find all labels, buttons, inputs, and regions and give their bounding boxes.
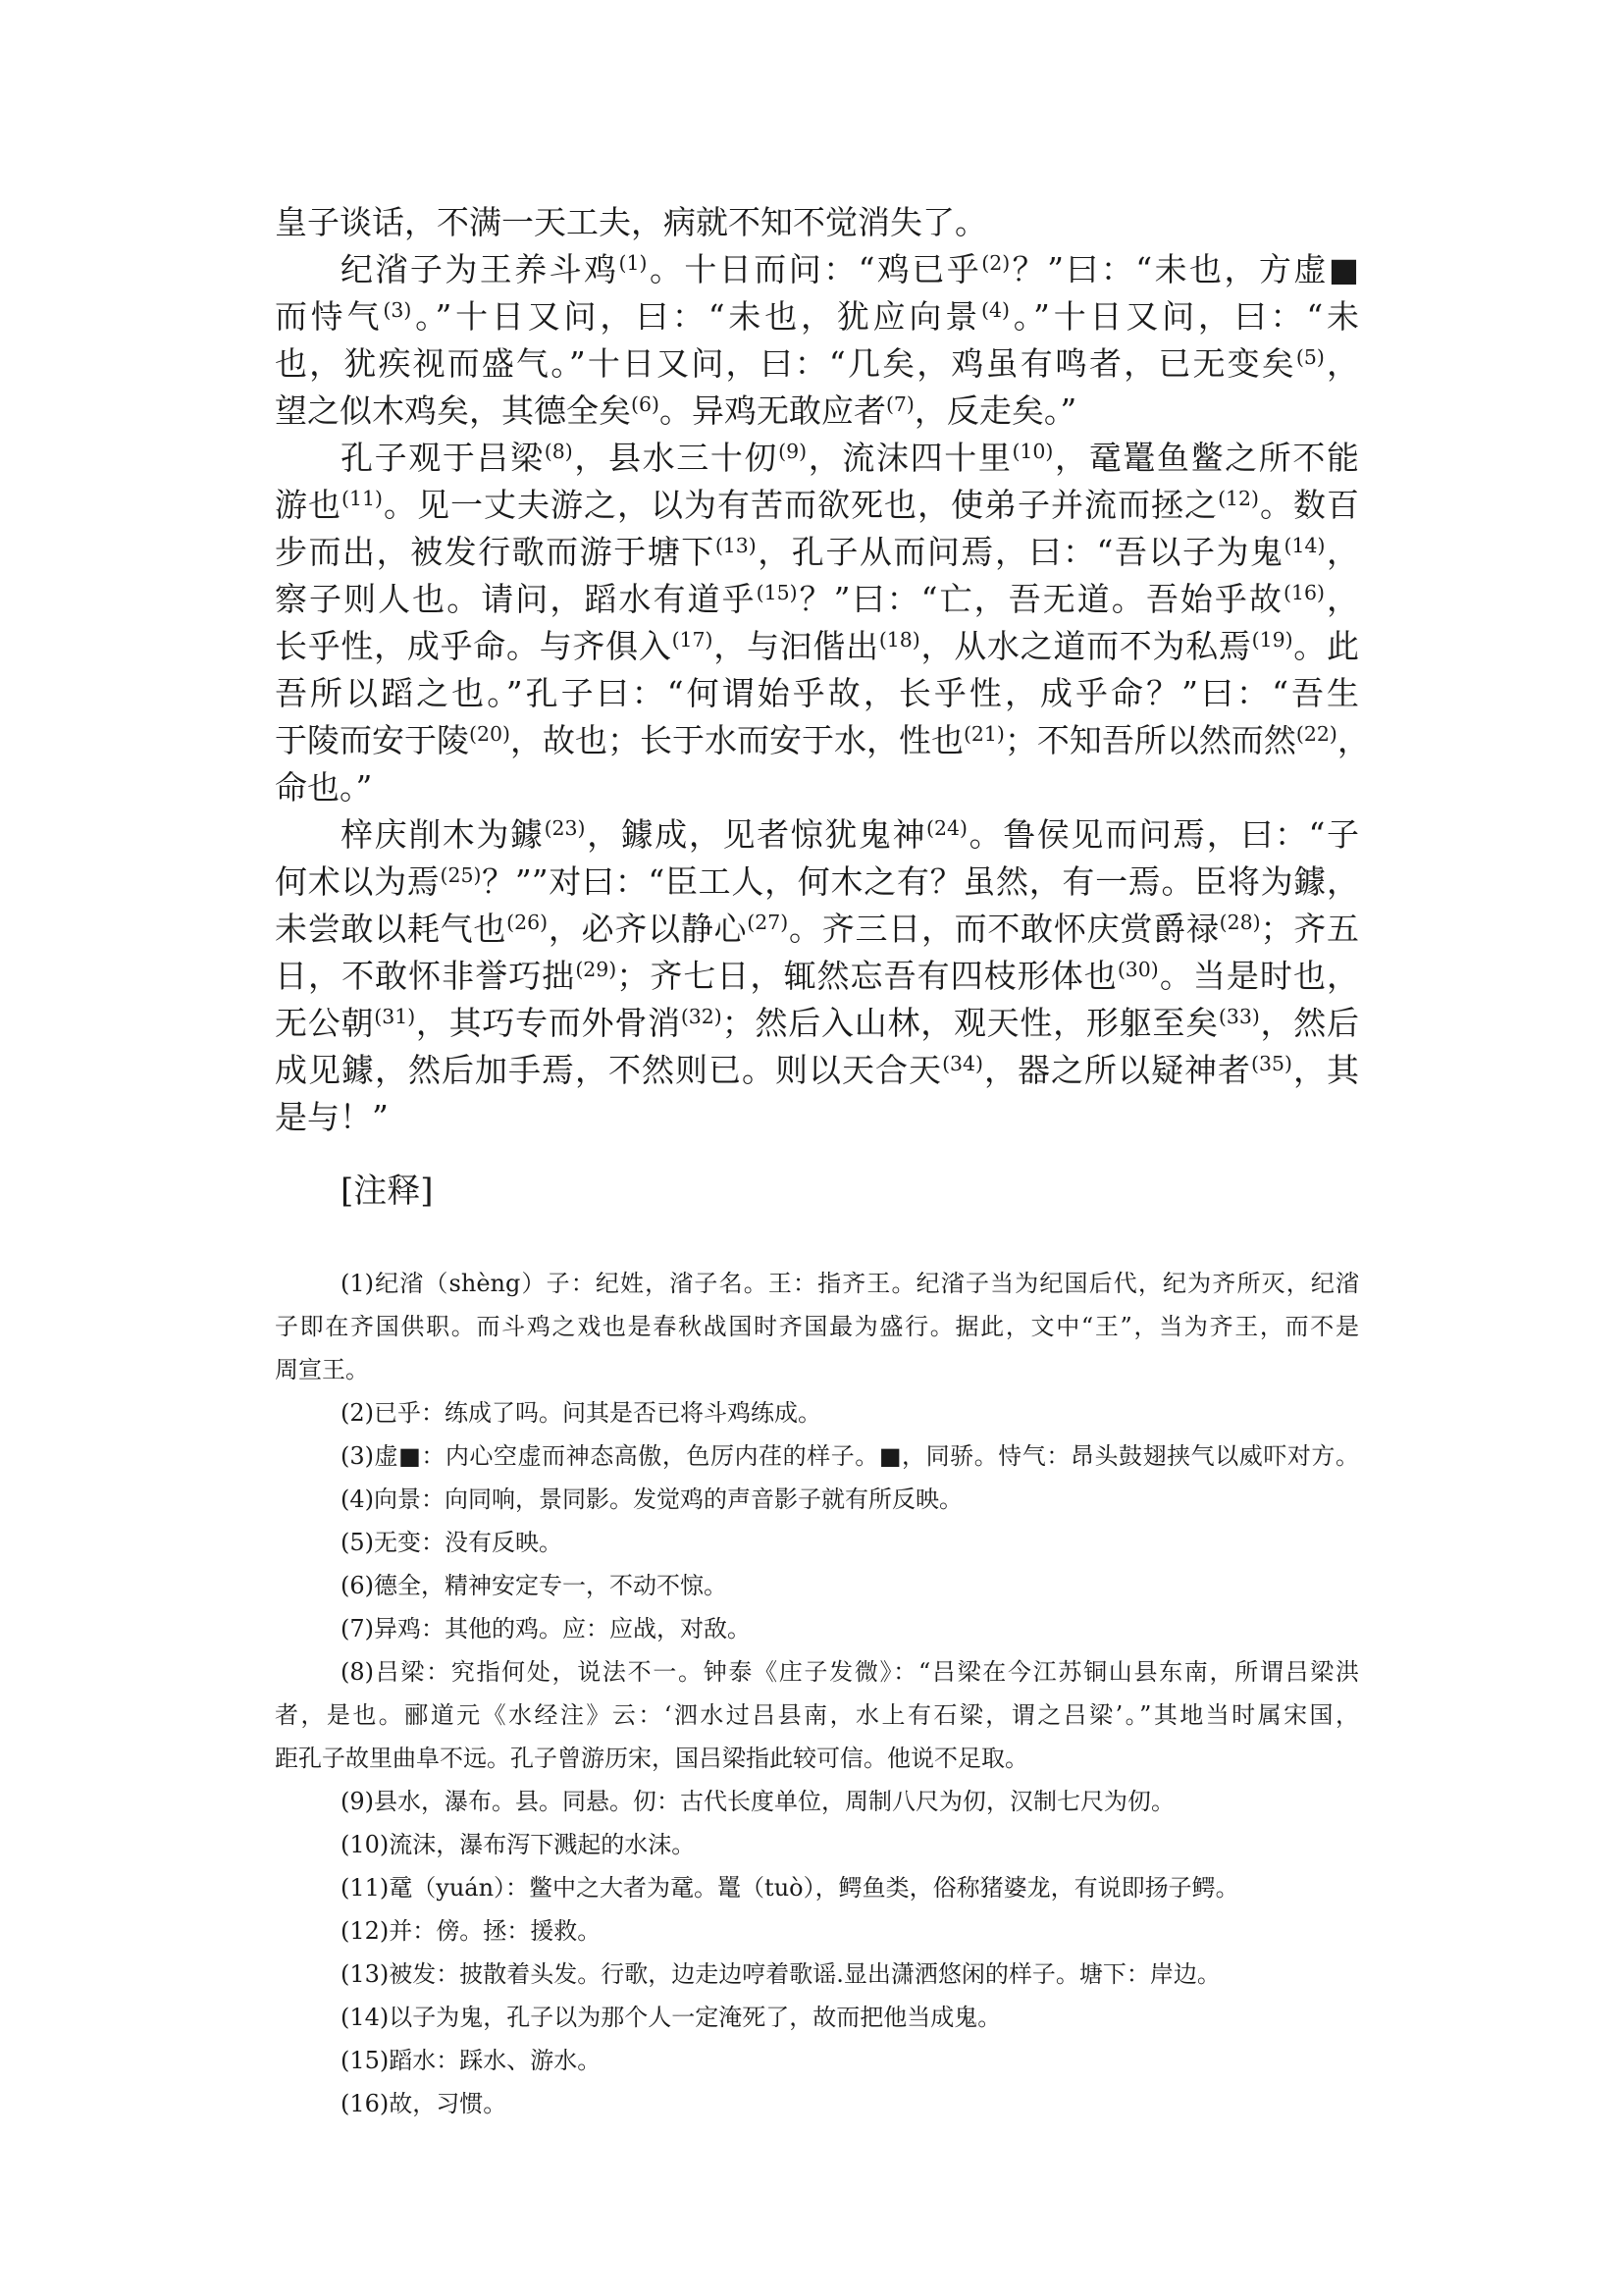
footnote-marker: (4) <box>981 297 1010 322</box>
footnote-marker: (31) <box>374 1004 416 1028</box>
footnote-marker: (6) <box>631 391 659 416</box>
footnote-marker: (30) <box>1117 957 1159 981</box>
text-line: 游也$^{(11)}$。见一丈夫游之，以为有苦而欲死也，使弟子并流而拯之$^{(12)}$。数百 <box>275 486 1360 524</box>
note-line: (5)无变：没有反映。 <box>341 1529 562 1556</box>
text-line: 孔子观于吕梁$^{(8)}$，县水三十仞$^{(9)}$，流沫四十里$^{(10)}$，鼋鼍鱼鳖之所不能 <box>341 439 1360 477</box>
footnote-marker: (5) <box>1295 344 1325 369</box>
footnote-marker: (20) <box>469 721 510 746</box>
note-line: (7)异鸡：其他的鸡。应：应战，对敌。 <box>341 1615 751 1642</box>
footnote-marker: (9) <box>778 439 808 463</box>
note-line: (12)并：傍。拯：援救。 <box>341 1917 602 1945</box>
text-line: 命也。” <box>275 768 373 807</box>
footnote-marker: (16) <box>1283 580 1325 604</box>
footnote-marker: (2) <box>981 250 1011 275</box>
footnote-marker: (3) <box>383 297 412 322</box>
footnote-marker: (35) <box>1251 1051 1292 1075</box>
notes-heading: [注释] <box>341 1172 434 1211</box>
note-line: (15)蹈水：踩水、游水。 <box>341 2047 602 2074</box>
note-line: (1)纪渻（shèng）子：纪姓，渻子名。王：指齐王。纪渻子当为纪国后代，纪为齐所灭，纪渻 <box>341 1270 1359 1297</box>
note-line: (8)吕梁：究指何处，说法不一。钟泰《庄子发微》：“吕梁在今江苏铜山县东南，所谓吕梁洪 <box>341 1658 1359 1686</box>
footnote-marker: (17) <box>671 627 713 652</box>
footnote-marker: (14) <box>1283 533 1326 557</box>
footnote-marker: (1) <box>618 250 648 275</box>
text-line: 纪渻子为王养斗鸡$^{(1)}$。十日而问：“鸡已乎$^{(2)}$？”曰：“未也，方虚■ <box>341 250 1359 288</box>
footnote-marker: (25) <box>440 862 482 887</box>
text-line: 而恃气$^{(3)}$。”十日又问，曰：“未也，犹应向景$^{(4)}$。”十日又问，曰：“未 <box>275 297 1359 336</box>
note-line: (4)向景：向同响，景同影。发觉鸡的声音影子就有所反映。 <box>341 1486 963 1513</box>
note-line: 距孔子故里曲阜不远。孔子曾游历宋，国吕梁指此较可信。他说不足取。 <box>275 1745 1028 1772</box>
footnote-marker: (8) <box>544 439 573 463</box>
text-line: 察子则人也。请问，蹈水有道乎$^{(15)}$？”曰：“亡，吾无道。吾始乎故$^{(16)}$， <box>275 580 1359 618</box>
footnote-marker: (23) <box>544 815 586 840</box>
text-line: 长乎性，成乎命。与齐俱入$^{(17)}$，与汩偕出$^{(18)}$，从水之道而不为私焉$^{(19)}$。此 <box>275 627 1360 665</box>
note-line: (13)被发：披散着头发。行歌，边走边哼着歌谣.显出潇洒悠闲的样子。塘下：岸边。 <box>341 1960 1221 1988</box>
text-line: 无公朝$^{(31)}$，其巧专而外骨消$^{(32)}$；然后入山林，观天性，形躯至矣$^{(33)}$，然后 <box>275 1004 1360 1042</box>
footnote-marker: (15) <box>756 580 798 604</box>
footnote-marker: (13) <box>714 533 757 557</box>
text-line: 步而出，被发行歌而游于塘下$^{(13)}$，孔子从而问焉，曰：“吾以子为鬼$^{(14)}$， <box>275 533 1360 571</box>
text-line: 梓庆削木为鐻$^{(23)}$，鐻成，见者惊犹鬼神$^{(24)}$。鲁侯见而问焉，曰：“子 <box>341 815 1359 854</box>
text-line: 未尝敢以耗气也$^{(26)}$，必齐以静心$^{(27)}$。齐三日，而不敢怀庆赏爵禄$^{(28)}$；齐五 <box>275 910 1360 948</box>
note-line: (9)县水，瀑布。县。同悬。仞：古代长度单位，周制八尺为仞，汉制七尺为仞。 <box>341 1788 1175 1815</box>
note-line: (11)鼋（yuán）：鳖中之大者为鼋。鼍（tuò），鳄鱼类，俗称猪婆龙，有说即扬子鳄。 <box>341 1874 1239 1902</box>
footnote-marker: (11) <box>341 486 383 510</box>
footnote-marker: (24) <box>926 815 968 840</box>
footnote-marker: (12) <box>1218 486 1260 510</box>
footnote-marker: (28) <box>1219 910 1261 934</box>
note-line: (3)虚■：内心空虚而神态高傲，色厉内荏的样子。■，同骄。恃气：昂头鼓翅挟气以威吓对方。 <box>341 1442 1359 1470</box>
text-line: 吾所以蹈之也。”孔子曰：“何谓始乎故，长乎性，成乎命？”曰：“吾生 <box>275 674 1359 712</box>
footnote-marker: (32) <box>680 1004 722 1028</box>
text-line: 望之似木鸡矣，其德全矣$^{(6)}$。异鸡无敢应者$^{(7)}$，反走矣。” <box>275 391 1077 430</box>
note-line: (6)德全，精神安定专一，不动不惊。 <box>341 1572 727 1599</box>
note-line: (2)已乎：练成了吗。问其是否已将斗鸡练成。 <box>341 1399 821 1427</box>
text-line: 是与！” <box>275 1098 389 1136</box>
text-line: 何术以为焉$^{(25)}$？””对曰：“臣工人，何木之有？虽然，有一焉。臣将为鐻， <box>275 862 1359 901</box>
text-line: 于陵而安于陵$^{(20)}$，故也；长于水而安于水，性也$^{(21)}$；不知吾所以然而然$^{(22)}$， <box>275 721 1370 759</box>
footnote-marker: (19) <box>1251 627 1293 652</box>
footnote-marker: (33) <box>1218 1004 1260 1028</box>
note-line: 子即在齐国供职。而斗鸡之戏也是春秋战国时齐国最为盛行。据此，文中“王”，当为齐王，而不是 <box>275 1313 1359 1340</box>
footnote-marker: (34) <box>942 1051 984 1075</box>
footnote-marker: (26) <box>506 910 549 934</box>
note-line: 周宣王。 <box>275 1356 369 1383</box>
text-line: 成见鐻，然后加手焉，不然则已。则以天合天$^{(34)}$，器之所以疑神者$^{(35)}$，其 <box>275 1051 1360 1089</box>
footnote-marker: (18) <box>878 627 920 652</box>
footnote-marker: (27) <box>747 910 789 934</box>
footnote-marker: (7) <box>885 391 915 416</box>
footnote-marker: (21) <box>963 721 1005 746</box>
footnote-marker: (22) <box>1295 721 1337 746</box>
note-line: (10)流沫，瀑布泻下溅起的水沫。 <box>341 1831 696 1858</box>
text-line: 日，不敢怀非誉巧拙$^{(29)}$；齐七日，辄然忘吾有四枝形体也$^{(30)}$。当是时也， <box>275 957 1360 995</box>
text-line: 皇子谈话，不满一天工夫，病就不知不觉消失了。 <box>275 203 987 241</box>
text-line: 也，犹疾视而盛气。”十日又问，曰：“几矣，鸡虽有鸣者，已无变矣$^{(5)}$， <box>275 344 1359 383</box>
note-line: (14)以子为鬼，孔子以为那个人一定淹死了，故而把他当成鬼。 <box>341 2004 1002 2031</box>
note-line: (16)故，习惯。 <box>341 2090 507 2117</box>
footnote-marker: (10) <box>1012 439 1054 463</box>
note-line: 者，是也。郦道元《水经注》云：‘泗水过吕县南，水上有石梁，谓之吕梁’。”其地当时属宋国， <box>275 1701 1359 1729</box>
footnote-marker: (29) <box>575 957 617 981</box>
